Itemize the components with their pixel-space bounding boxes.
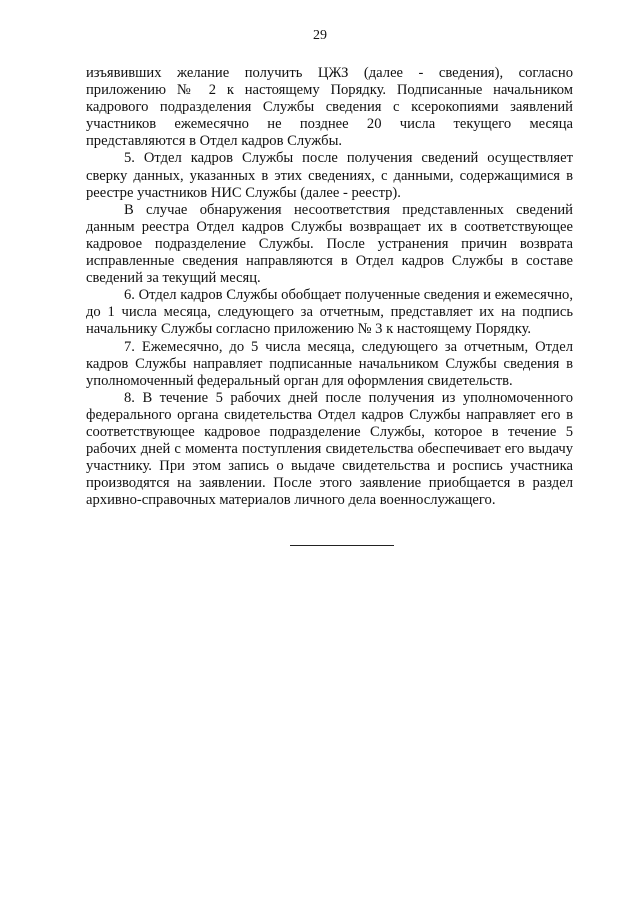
paragraph-item-8: 8. В течение 5 рабочих дней после получения из уполномоченного федерального органа свидетельства Отдел кадров Службы направляет его в соответствующее кадровое подразделение Службы, которое в течение 5 рабочих дней с момента поступления свидетельства обеспечивает его выдачу участнику. При этом запись о выдаче свидетельства и роспись участника производятся на заявлении. После этого заявление приобщается в раздел архивно-справочных материалов личного дела военнослужащего. [86, 389, 573, 509]
end-separator-line [290, 545, 394, 546]
paragraph-item-7: 7. Ежемесячно, до 5 числа месяца, следующего за отчетным, Отдел кадров Службы направляет подписанные начальником Службы сведения в уполномоченный федеральный орган для оформления свидетельств. [86, 338, 573, 389]
paragraph-item-6: 6. Отдел кадров Службы обобщает полученные сведения и ежемесячно, до 1 числа месяца, следующего за отчетным, представляет их на подпись начальнику Службы согласно приложению № 3 к настоящему Порядку. [86, 287, 573, 338]
document-body [86, 65, 573, 509]
page-number: 29 [313, 28, 327, 43]
paragraph-item-5: 5. Отдел кадров Службы после получения сведений осуществляет сверку данных, указанных в этих сведениях, с данными, содержащимися в реестре участников НИС Службы (далее - реестр). [86, 150, 573, 201]
paragraph-continuation: изъявивших желание получить ЦЖЗ (далее - сведения), согласно приложению № 2 к настоящему Порядку. Подписанные начальником кадрового подразделения Службы сведения с ксерокопиями заявлений участников ежемесячно не позднее 20 числа текущего месяца представляются в Отдел кадров Службы. [86, 65, 573, 150]
paragraph-mismatch-case: В случае обнаружения несоответствия представленных сведений данным реестра Отдел кадров Службы возвращает их в соответствующее кадровое подразделение Службы. После устранения причин возврата исправленные сведения направляются в Отдел кадров Службы в составе сведений за текущий месяц. [86, 201, 573, 287]
